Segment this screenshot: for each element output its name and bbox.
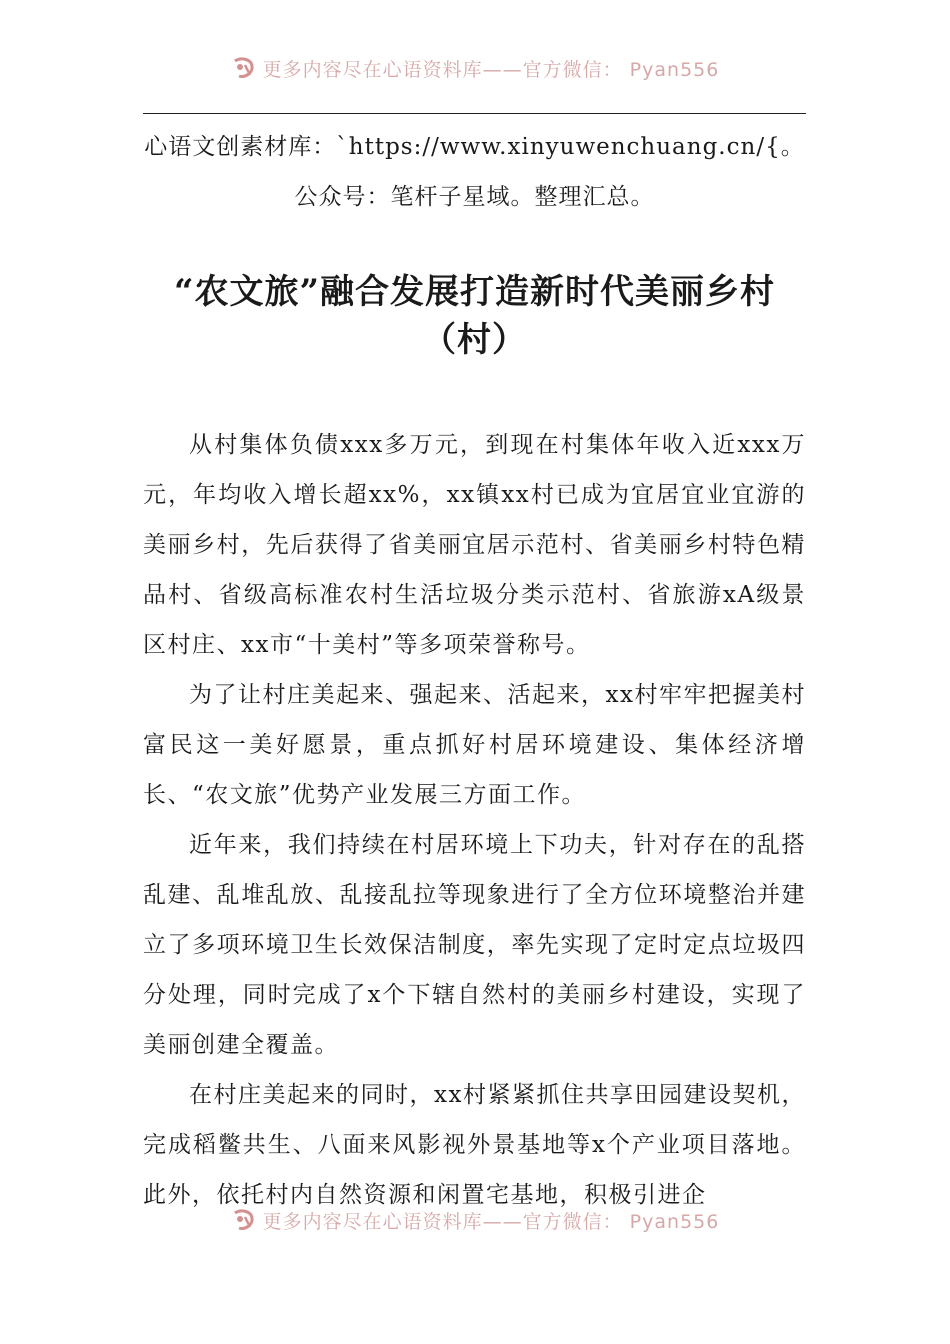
paragraph: 近年来，我们持续在村居环境上下功夫，针对存在的乱搭乱建、乱堆乱放、乱接乱拉等现象进行了全方位环境整治并建立了多项环境卫生长效保洁制度，率先实现了定时定点垃圾四分处理，同时完成了x个下辖自然村的美丽乡村建设，实现了美丽创建全覆盖。 xyxy=(143,832,806,1058)
watermark-top xyxy=(0,54,950,82)
logo-icon xyxy=(231,55,257,81)
header-divider xyxy=(143,113,806,114)
paragraph: 在村庄美起来的同时，xx村紧紧抓住共享田园建设契机，完成稻鳖共生、八面来风影视外景基地等x个产业项目落地。此外，依托村内自然资源和闲置宅基地，积极引进企 xyxy=(143,1082,806,1208)
watermark-text: 更多内容尽在心语资料库——官方微信： Pyan556 xyxy=(262,1210,720,1233)
watermark-text: 更多内容尽在心语资料库——官方微信： Pyan556 xyxy=(262,58,720,81)
paragraph: 为了让村庄美起来、强起来、活起来，xx村牢牢把握美村富民这一美好愿景，重点抓好村居环境建设、集体经济增长、“农文旅”优势产业发展三方面工作。 xyxy=(143,682,806,808)
watermark-bottom xyxy=(0,1205,950,1235)
document-title: “农文旅”融合发展打造新时代美丽乡村（村） xyxy=(173,272,776,360)
logo-icon xyxy=(231,1207,257,1233)
paragraph: 从村集体负债xxx多万元，到现在村集体年收入近xxx万元，年均收入增长超xx%，xx镇xx村已成为宜居宜业宜游的美丽乡村，先后获得了省美丽宜居示范村、省美丽乡村特色精品村、省级高标准农村生活垃圾分类示范村、省旅游xA级景区村庄、xx市“十美村”等多项荣誉称号。 xyxy=(143,432,806,658)
document-body xyxy=(143,420,806,1220)
source-note: 心语文创素材库：`https://www.xinyuwenchuang.cn/{。公众号：笔杆子星域。整理汇总。 xyxy=(144,134,805,210)
